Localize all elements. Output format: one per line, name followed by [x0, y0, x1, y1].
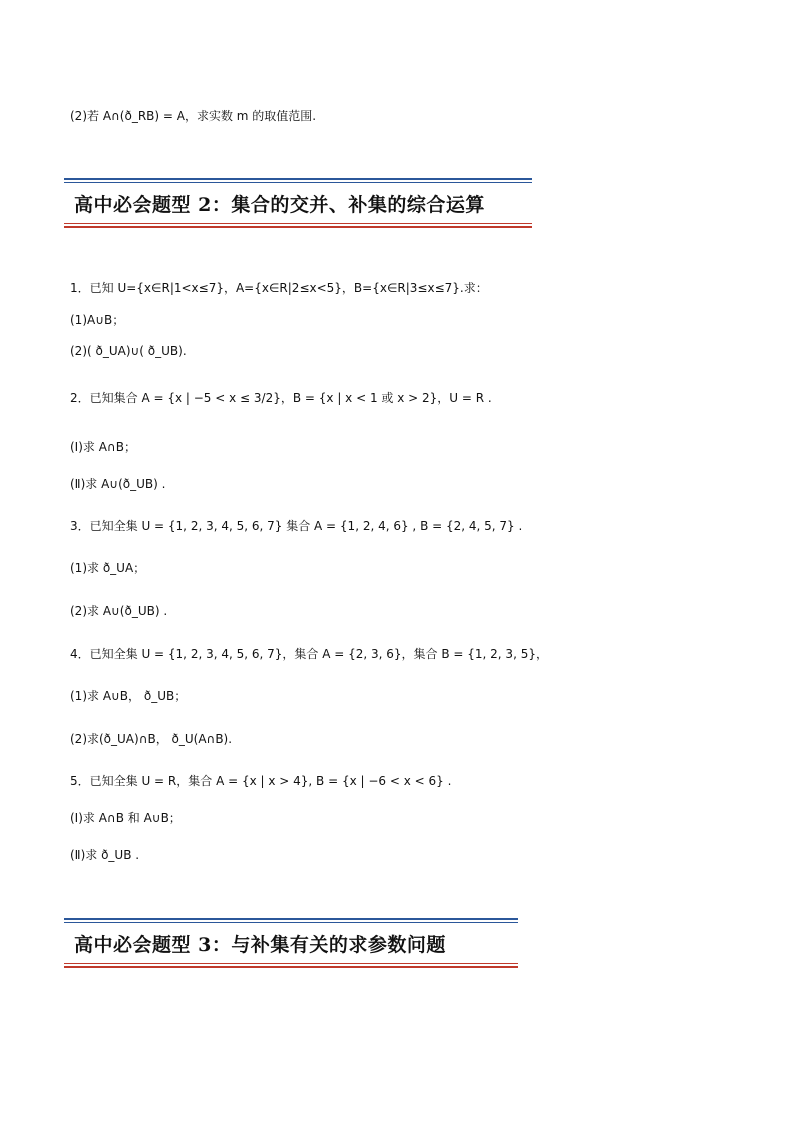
- section3-header: [64, 918, 518, 969]
- problem-1-part2: (2)( ð_UA)∪( ð_UB).: [70, 344, 187, 358]
- problem-3-part2: (2)求 A∪(ð_UB) .: [70, 604, 168, 618]
- problem-4-stem: 4．已知全集 U = {1, 2, 3, 4, 5, 6, 7}，集合 A = {2, 3, 6}，集合 B = {1, 2, 3, 5}，: [70, 647, 548, 661]
- section3-bottom-rule: [64, 963, 518, 969]
- problem-5-stem: 5．已知全集 U = R，集合 A = {x | x > 4}, B = {x | −6 < x < 6} .: [70, 774, 452, 788]
- section3-top-rule: [64, 918, 518, 924]
- section2-bottom-rule: [64, 223, 532, 229]
- problem-4-part2: (2)求(ð_UA)∩B， ð_U(A∩B).: [70, 732, 233, 746]
- problem-3-stem: 3．已知全集 U = {1, 2, 3, 4, 5, 6, 7} 集合 A = {1, 2, 4, 6} , B = {2, 4, 5, 7} .: [70, 519, 523, 533]
- problem-top-part2: (2)若 A∩(ð_RB) = A，求实数 m 的取值范围.: [70, 109, 317, 123]
- problem-2-stem: 2．已知集合 A = {x | −5 < x ≤ 3/2}，B = {x | x < 1 或 x > 2}，U = R .: [70, 391, 492, 405]
- problem-5-part2: (Ⅱ)求 ð_UB .: [70, 848, 140, 862]
- problem-4-part1: (1)求 A∪B， ð_UB；: [70, 689, 187, 703]
- problem-2-part1: (Ⅰ)求 A∩B；: [70, 440, 136, 454]
- section2-header: [64, 178, 532, 229]
- problem-2-part2: (Ⅱ)求 A∪(ð_UB) .: [70, 477, 166, 491]
- section2-top-rule: [64, 178, 532, 184]
- section3-title: 高中必会题型 3：与补集有关的求参数问题: [74, 934, 446, 956]
- problem-5-part1: (Ⅰ)求 A∩B 和 A∪B；: [70, 811, 181, 825]
- section2-title: 高中必会题型 2：集合的交并、补集的综合运算: [74, 194, 485, 216]
- problem-1-part1: (1)A∪B；: [70, 313, 125, 327]
- problem-3-part1: (1)求 ð_UA；: [70, 561, 146, 575]
- problem-1-stem: 1．已知 U={x∈R|1<x≤7}，A={x∈R|2≤x<5}，B={x∈R|3≤x≤7}.求：: [70, 281, 488, 295]
